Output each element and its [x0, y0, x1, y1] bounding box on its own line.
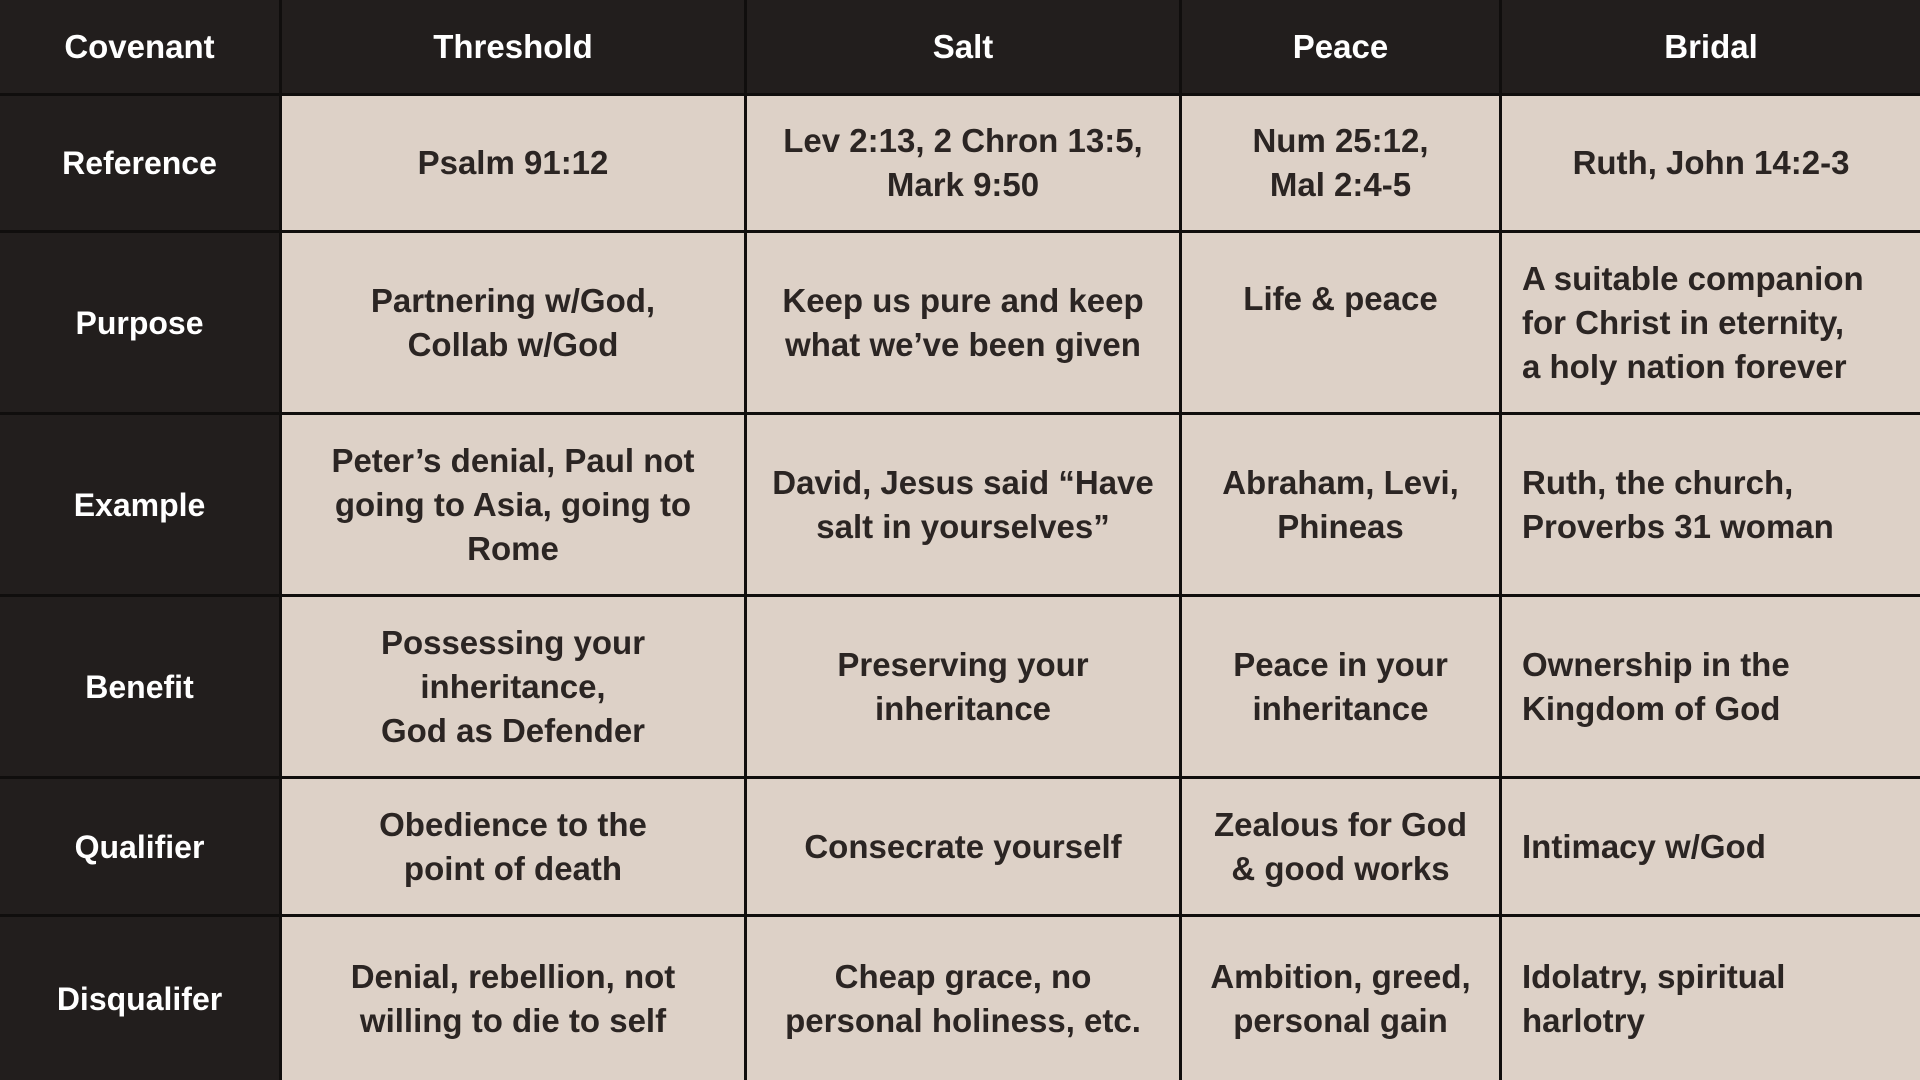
cell-disqualifier-bridal: Idolatry, spiritual harlotry	[1502, 917, 1920, 1080]
cell-qualifier-peace: Zealous for God & good works	[1182, 779, 1502, 917]
cell-example-threshold: Peter’s denial, Paul not going to Asia, going to Rome	[282, 415, 747, 597]
cell-benefit-bridal: Ownership in the Kingdom of God	[1502, 597, 1920, 779]
row-label-qualifier: Qualifier	[0, 779, 282, 917]
row-label-example: Example	[0, 415, 282, 597]
cell-disqualifier-peace: Ambition, greed, personal gain	[1182, 917, 1502, 1080]
cell-qualifier-threshold: Obedience to the point of death	[282, 779, 747, 917]
cell-benefit-peace: Peace in your inheritance	[1182, 597, 1502, 779]
cell-qualifier-bridal: Intimacy w/God	[1502, 779, 1920, 917]
row-label-reference: Reference	[0, 96, 282, 233]
cell-reference-peace: Num 25:12, Mal 2:4-5	[1182, 96, 1502, 233]
header-bridal: Bridal	[1502, 0, 1920, 96]
cell-reference-bridal: Ruth, John 14:2-3	[1502, 96, 1920, 233]
cell-purpose-threshold: Partnering w/God, Collab w/God	[282, 233, 747, 415]
cell-example-bridal: Ruth, the church, Proverbs 31 woman	[1502, 415, 1920, 597]
cell-qualifier-salt: Consecrate yourself	[747, 779, 1182, 917]
header-threshold: Threshold	[282, 0, 747, 96]
cell-purpose-peace: Life & peace	[1182, 233, 1502, 415]
cell-purpose-salt: Keep us pure and keep what we’ve been given	[747, 233, 1182, 415]
cell-disqualifier-salt: Cheap grace, no personal holiness, etc.	[747, 917, 1182, 1080]
row-label-benefit: Benefit	[0, 597, 282, 779]
cell-benefit-salt: Preserving your inheritance	[747, 597, 1182, 779]
header-salt: Salt	[747, 0, 1182, 96]
cell-example-peace: Abraham, Levi, Phineas	[1182, 415, 1502, 597]
cell-reference-salt: Lev 2:13, 2 Chron 13:5, Mark 9:50	[747, 96, 1182, 233]
header-peace: Peace	[1182, 0, 1502, 96]
row-label-disqualifier: Disqualifer	[0, 917, 282, 1080]
row-label-purpose: Purpose	[0, 233, 282, 415]
header-covenant: Covenant	[0, 0, 282, 96]
cell-disqualifier-threshold: Denial, rebellion, not willing to die to self	[282, 917, 747, 1080]
cell-benefit-threshold: Possessing your inheritance, God as Defender	[282, 597, 747, 779]
cell-example-salt: David, Jesus said “Have salt in yourselves”	[747, 415, 1182, 597]
cell-reference-threshold: Psalm 91:12	[282, 96, 747, 233]
cell-purpose-bridal: A suitable companion for Christ in eternity, a holy nation forever	[1502, 233, 1920, 415]
